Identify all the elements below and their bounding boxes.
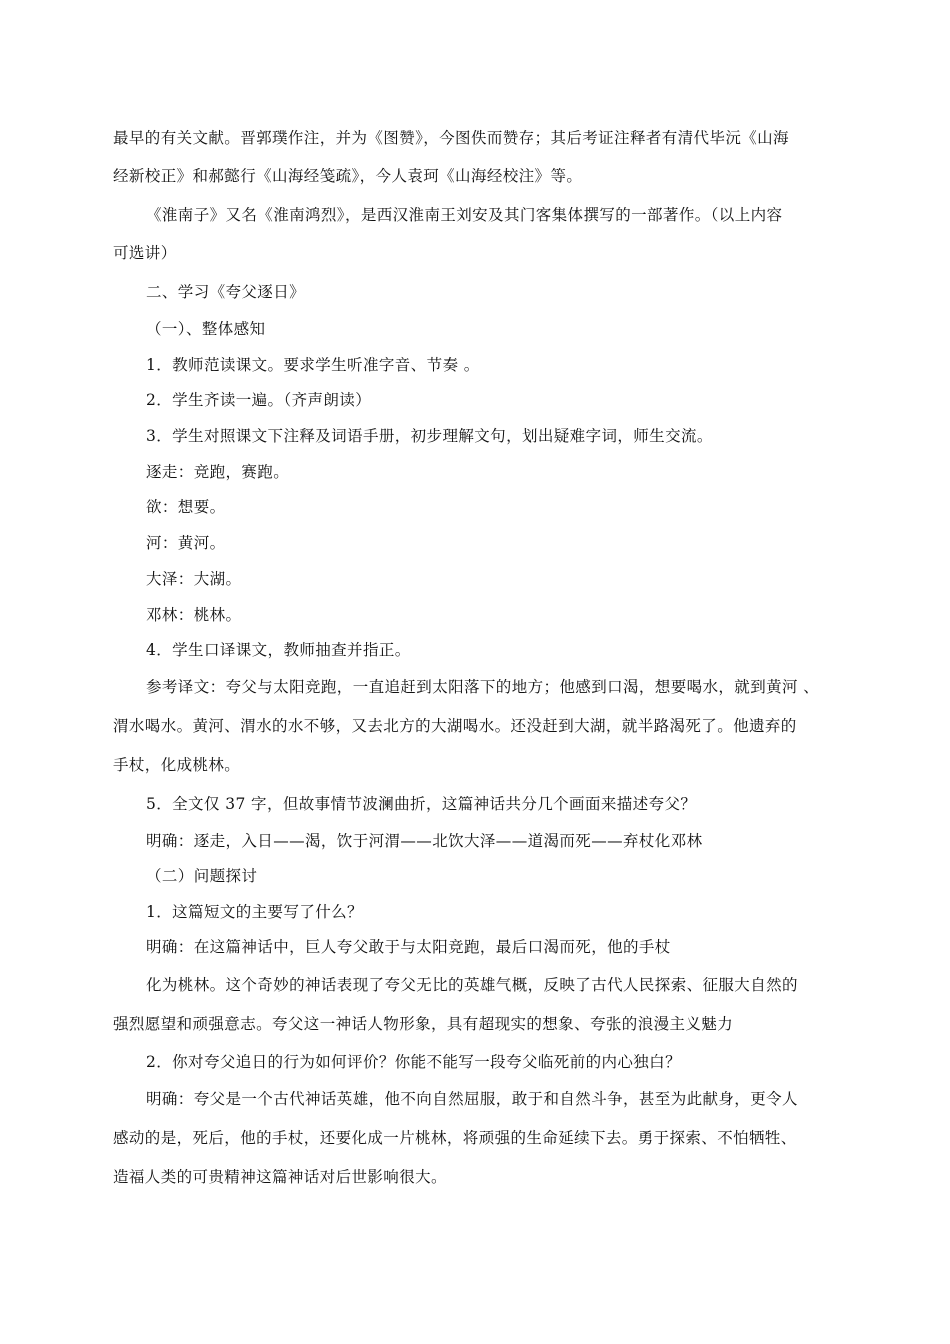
text-line: 1．这篇短文的主要写了什么？: [146, 903, 363, 921]
text-line: 经新校正》和郝懿行《山海经笺疏》，今人袁珂《山海经校注》等。: [113, 167, 583, 185]
text-line: 参考译文：夸父与太阳竞跑，一直追赶到太阳落下的地方；他感到口渴，想要喝水，就到黄河 、: [146, 678, 820, 696]
text-line: 化为桃林。这个奇妙的神话表现了夸父无比的英雄气概，反映了古代人民探索、征服大自然的: [146, 976, 798, 994]
text-line: 3．学生对照课文下注释及词语手册，初步理解文句，划出疑难字词，师生交流。: [146, 427, 713, 445]
text-line: 手杖，化成桃林。: [113, 756, 241, 774]
text-line: 河：黄河。: [146, 534, 226, 552]
text-line: 欲：想要。: [146, 498, 226, 516]
text-line: 大泽：大湖。: [146, 570, 242, 588]
subsection-heading: （二）问题探讨: [146, 867, 258, 885]
text-line: 渭水喝水。黄河、渭水的水不够，又去北方的大湖喝水。还没赶到大湖，就半路渴死了。他遗弃的: [113, 717, 797, 735]
text-line: 最早的有关文献。晋郭璞作注，并为《图赞》，今图佚而赞存；其后考证注释者有清代毕沅《山海: [113, 129, 789, 147]
text-line: 明确：夸父是一个古代神话英雄，他不向自然屈服，敢于和自然斗争，甚至为此献身，更令人: [146, 1090, 798, 1108]
section-heading: 二、学习《夸父逐日》: [146, 283, 306, 301]
text-line: 明确：逐走，入日——渴，饮于河渭——北饮大泽——道渴而死——弃杖化邓林: [146, 832, 703, 850]
text-line: 造福人类的可贵精神这篇神话对后世影响很大。: [113, 1168, 447, 1186]
text-line: 感动的是，死后，他的手杖，还要化成一片桃林，将顽强的生命延续下去。勇于探索、不怕牺牲、: [113, 1129, 797, 1147]
text-line: 5．全文仅 37 字，但故事情节波澜曲折，这篇神话共分几个画面来描述夸父？: [146, 795, 697, 813]
subsection-heading: （一）、整体感知: [146, 320, 266, 338]
text-line: 强烈愿望和顽强意志。夸父这一神话人物形象，具有超现实的想象、夸张的浪漫主义魅力: [113, 1015, 734, 1033]
text-line: 《淮南子》又名《淮南鸿烈》，是西汉淮南王刘安及其门客集体撰写的一部著作。（以上内容: [146, 206, 783, 224]
text-line: 1．教师范读课文。要求学生听准字音、节奏 。: [146, 356, 480, 374]
text-line: 邓林：桃林。: [146, 606, 242, 624]
text-line: 2．你对夸父追日的行为如何评价？你能不能写一段夸父临死前的内心独白？: [146, 1053, 681, 1071]
text-line: 可选讲）: [113, 244, 177, 262]
text-line: 逐走：竞跑，赛跑。: [146, 463, 290, 481]
text-line: 2．学生齐读一遍。（齐声朗读）: [146, 391, 372, 409]
text-line: 明确：在这篇神话中，巨人夸父敢于与太阳竞跑，最后口渴而死，他的手杖: [146, 938, 671, 956]
text-line: 4．学生口译课文，教师抽查并指正。: [146, 641, 411, 659]
